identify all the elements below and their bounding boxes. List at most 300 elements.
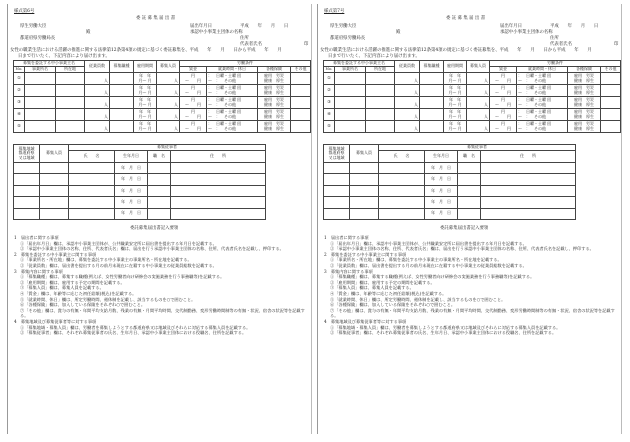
table-row [324,197,576,208]
employees-cell[interactable] [395,109,420,121]
hours-cell[interactable] [207,85,258,97]
wage-cell[interactable] [180,85,207,97]
wage-line2: ～ 円 [185,113,201,119]
count-cell[interactable] [157,73,180,85]
job-cell[interactable] [110,73,134,85]
area-cell[interactable] [14,163,40,174]
header-count: 募集人員 [467,61,490,73]
unit: 人 [174,90,178,96]
wage-cell[interactable] [490,121,517,133]
wage-cell[interactable] [490,85,517,97]
count-cell[interactable] [467,85,490,97]
area-cell[interactable] [324,197,350,208]
area-cell[interactable] [324,208,350,219]
count-cell[interactable] [157,121,180,133]
hours-line2: ～ ： その他 [518,77,546,83]
section-heading: 4 募集地域及び募集従事者等に対する事項 [324,318,407,324]
ins-line1: 雇用 労災 [264,84,284,90]
ins-line2: 健康 厚生 [574,101,594,107]
job-cell[interactable] [110,85,134,97]
count-cell[interactable] [467,109,490,121]
insurance-cell[interactable] [258,85,291,97]
birth-cell: 年 月 日 [115,174,148,185]
table-row [324,185,576,196]
hours-line1: ： 日曜・土曜 回 [518,84,552,90]
area-cell[interactable] [14,208,40,219]
wage-cell[interactable] [490,109,517,121]
name-cell[interactable] [69,185,115,196]
location-cell[interactable] [56,73,85,85]
address-cell[interactable] [481,208,576,219]
hours-cell[interactable] [517,97,568,109]
instruction-item: ⑤「就業時間、休日」欄は、所定労働時間、週休制を記載し、該当するものを○で囲むこと。 [330,296,506,302]
ins-line2: 健康 厚生 [264,125,284,131]
count-cell[interactable] [157,109,180,121]
form-page [317,4,622,434]
hours-cell[interactable] [517,73,568,85]
hours-line1: ： 日曜・土曜 回 [518,96,552,102]
period-line1: 年 年 [449,108,461,114]
ins-line2: 健康 厚生 [264,113,284,119]
row-number: ⑤ [324,121,335,133]
address-cell[interactable] [481,174,576,185]
wage-line1: 円 [191,108,195,114]
hours-cell[interactable] [517,109,568,121]
ins-line1: 雇用 労災 [264,96,284,102]
other-cell[interactable] [291,73,311,85]
count-cell[interactable] [157,85,180,97]
hours-cell[interactable] [517,85,568,97]
period-cell[interactable] [444,85,467,97]
table-row [324,121,621,133]
period-line1: 年 年 [449,84,461,90]
insurance-cell[interactable] [568,73,601,85]
wage-cell[interactable] [490,73,517,85]
intro-text-2: 日まで行いたく、下記内容により届け出ます。 [18,54,110,59]
count-cell[interactable] [157,97,180,109]
name-cell[interactable] [379,208,425,219]
hours-cell[interactable] [207,121,258,133]
instruction-item: ①「事業所名・所在地」欄は、募集を委託する中小事業主の事業所名・所在地を記載する。 [330,257,502,263]
wage-line2: ～ 円 [185,101,201,107]
form-title: 委 託 募 集 届 出 書 [136,16,176,21]
count-cell[interactable] [40,163,69,174]
header-count: 募集人員 [40,145,69,163]
address-cell[interactable] [481,197,576,208]
ins-line2: 健康 厚生 [574,113,594,119]
location-cell[interactable] [366,97,395,109]
header-wage: 賃金 [180,67,207,73]
period-line2: 月～ 月 [448,77,462,83]
table-row [324,85,621,97]
period-line1: 年 年 [449,120,461,126]
insurance-cell[interactable] [568,121,601,133]
office-cell[interactable] [25,109,56,121]
section-heading: 1 届出者に関する事項 [324,235,369,240]
job-cell[interactable] [110,97,134,109]
birth-cell: 年 月 日 [115,185,148,196]
hours-line2: ～ ： その他 [518,125,546,131]
count-cell[interactable] [350,197,379,208]
date-label: 届出年月日 [190,24,212,29]
notes-title: 委託募集届出書記入要領 [130,226,179,231]
employees-cell[interactable] [85,85,110,97]
area-cell[interactable] [14,197,40,208]
table-row [14,197,266,208]
header-period: 雇用期間 [444,61,467,73]
header-period: 雇用期間 [134,61,157,73]
other-cell[interactable] [601,109,621,121]
instruction-item: ①「事業所名・所在地」欄は、募集を委託する中小事業主の事業所名・所在地を記載する。 [20,257,192,263]
header-position: 職 名 [458,151,481,163]
ins-line1: 雇用 労災 [264,108,284,114]
location-cell[interactable] [366,85,395,97]
count-cell[interactable] [40,197,69,208]
area-cell[interactable] [14,174,40,185]
representative-label: 代表者氏名 [240,42,262,47]
birth-cell: 年 月 日 [115,208,148,219]
row-number: ② [14,85,25,97]
table-row [14,163,266,174]
count-cell[interactable] [40,185,69,196]
addressee-bureau: 都道府県労働局長 [330,36,366,41]
office-cell[interactable] [25,97,56,109]
employees-cell[interactable] [395,97,420,109]
ins-line2: 健康 厚生 [264,77,284,83]
address-label: 住所 [240,36,249,41]
hours-cell[interactable] [207,109,258,121]
instruction-item: ④「賃金」欄は、年齢等に応じた初任給額(税込)を記載する。 [330,290,447,296]
header-count: 募集人員 [350,145,379,163]
employees-cell[interactable] [395,85,420,97]
employees-cell[interactable] [85,97,110,109]
header-birth: 生年月日 [425,151,458,163]
section-heading: 3 募集内容に関する事項 [14,268,63,274]
hours-line1: ： 日曜・土曜 回 [208,84,242,90]
wage-line2: ～ 円 [495,101,511,107]
period-cell[interactable] [134,109,157,121]
count-cell[interactable] [40,174,69,185]
birth-cell: 年 月 日 [425,174,458,185]
count-cell[interactable] [40,208,69,219]
other-cell[interactable] [601,121,621,133]
instruction-item: ⑥「各種保険」欄は、加入している保険をそれぞれ○で囲むこと。 [330,302,456,308]
unit: 人 [414,114,418,120]
period-line2: 月～ 月 [448,89,462,95]
employees-cell[interactable] [85,121,110,133]
address-cell[interactable] [481,163,576,174]
birth-cell: 年 月 日 [115,163,148,174]
table-row [14,174,266,185]
hours-line2: ～ ： その他 [518,101,546,107]
header-count: 募集人員 [157,61,180,73]
period-cell[interactable] [134,97,157,109]
hours-line1: ： 日曜・土曜 回 [518,72,552,78]
count-cell[interactable] [467,97,490,109]
wage-cell[interactable] [180,121,207,133]
instruction-item: ⑦「その他」欄は、賞与の有無・年間平均支給月数、残業の有無・月間平均時間、交代制勤務、変形労働時間制等の有無・状況、宿舎の状況等を記載する。 [330,307,615,319]
period-cell[interactable] [444,121,467,133]
unit: 人 [414,102,418,108]
table-row [324,97,621,109]
count-cell[interactable] [350,174,379,185]
ins-line1: 雇用 労災 [264,72,284,78]
job-cell[interactable] [420,85,444,97]
unit: 人 [414,90,418,96]
header-birth: 生年月日 [115,151,148,163]
other-cell[interactable] [291,109,311,121]
header-job: 募集職種 [420,61,444,73]
position-cell[interactable] [458,174,481,185]
count-cell[interactable] [350,208,379,219]
location-cell[interactable] [56,85,85,97]
position-cell[interactable] [458,163,481,174]
wage-cell[interactable] [180,109,207,121]
name-cell[interactable] [379,163,425,174]
wage-cell[interactable] [180,97,207,109]
other-cell[interactable] [291,97,311,109]
ins-line2: 健康 厚生 [574,89,594,95]
section-heading: 2 募集を委託する中小事業主に関する事項 [324,251,407,257]
address-cell[interactable] [171,208,266,219]
instruction-item: ①「募集地域・募集人員」欄は、労働者を募集しようとする都道府県又は地域及びそれらに対応する募集人員を記載する。 [330,324,561,330]
ins-line2: 健康 厚生 [574,77,594,83]
other-cell[interactable] [601,85,621,97]
insurance-cell[interactable] [258,73,291,85]
hours-cell[interactable] [207,73,258,85]
table-row [324,163,576,174]
honorific: 殿 [396,30,401,35]
employees-cell[interactable] [395,73,420,85]
period-line1: 年 年 [139,96,151,102]
row-number: ④ [324,109,335,121]
instruction-item: ②「募集従事者」欄は、それぞれ募集従事者の氏名、生年月日、承認中小事業主団体における役職名、住所を記載する。 [20,330,247,336]
other-cell[interactable] [601,73,621,85]
wage-line2: ～ 円 [185,89,201,95]
location-cell[interactable] [366,109,395,121]
employees-cell[interactable] [85,73,110,85]
period-cell[interactable] [444,73,467,85]
hours-line2: ～ ： その他 [208,89,236,95]
name-cell[interactable] [69,163,115,174]
ins-line1: 雇用 労災 [574,120,594,126]
unit: 人 [104,126,108,132]
job-cell[interactable] [420,73,444,85]
instruction-item: ①「募集地域・募集人員」欄は、労働者を募集しようとする都道府県又は地域及びそれらに対応する募集人員を記載する。 [20,324,251,330]
hours-line2: ～ ： その他 [208,113,236,119]
birth-cell: 年 月 日 [425,208,458,219]
instruction-item: ⑦「その他」欄は、賞与の有無・年間平均支給月数、残業の有無・月間平均時間、交代制勤務、変形労働時間制等の有無・状況、宿舎の状況等を記載する。 [20,307,305,319]
area-cell[interactable] [324,174,350,185]
unit: 人 [174,78,178,84]
count-cell[interactable] [350,163,379,174]
wage-cell[interactable] [490,97,517,109]
insurance-cell[interactable] [568,85,601,97]
birth-cell: 年 月 日 [425,185,458,196]
office-cell[interactable] [335,85,366,97]
hours-cell[interactable] [207,97,258,109]
location-cell[interactable] [56,97,85,109]
position-cell[interactable] [148,174,171,185]
job-cell[interactable] [420,109,444,121]
instruction-item: ②「募集従事者」欄は、それぞれ募集従事者の氏名、生年月日、承認中小事業主団体における役職名、住所を記載する。 [330,330,557,336]
addressee-minister: 厚生労働大臣 [330,24,357,29]
insurance-cell[interactable] [258,121,291,133]
position-cell[interactable] [148,185,171,196]
header-conditions: 労働条件 [180,61,311,67]
name-cell[interactable] [69,174,115,185]
unit: 人 [414,126,418,132]
name-cell[interactable] [379,185,425,196]
header-other: その他 [601,67,621,73]
employees-cell[interactable] [395,121,420,133]
header-area: 募集地域 都道府県 又は地域 [324,145,350,163]
row-number: ① [14,73,25,85]
instruction-item: ③「募集人員」欄は、募集人員を記載する。 [20,285,104,291]
header-no: No. [15,66,23,72]
unit: 人 [484,102,488,108]
address-cell[interactable] [171,174,266,185]
office-cell[interactable] [25,73,56,85]
unit: 人 [484,126,488,132]
address-cell[interactable] [171,197,266,208]
period-cell[interactable] [134,73,157,85]
wage-cell[interactable] [180,73,207,85]
staff-table [323,144,576,220]
hours-line1: ： 日曜・土曜 回 [208,120,242,126]
instruction-item: ④「賃金」欄は、年齢等に応じた初任給額(税込)を記載する。 [20,290,137,296]
hours-line1: ： 日曜・土曜 回 [518,108,552,114]
row-number: ③ [324,97,335,109]
wage-line2: ～ 円 [185,77,201,83]
address-cell[interactable] [171,185,266,196]
insurance-cell[interactable] [258,97,291,109]
name-cell[interactable] [379,197,425,208]
address-cell[interactable] [481,185,576,196]
org-name-label: 承認中小事業主団体の名称 [500,30,553,35]
location-cell[interactable] [366,73,395,85]
recruitment-table [13,60,311,133]
form-page [7,4,312,434]
position-cell[interactable] [148,197,171,208]
position-cell[interactable] [148,163,171,174]
hours-cell[interactable] [517,121,568,133]
office-cell[interactable] [335,121,366,133]
count-cell[interactable] [467,73,490,85]
position-cell[interactable] [458,197,481,208]
name-cell[interactable] [69,197,115,208]
wage-line1: 円 [191,120,195,126]
hours-line2: ～ ： その他 [518,89,546,95]
name-cell[interactable] [379,174,425,185]
office-cell[interactable] [335,97,366,109]
table-row [324,208,576,219]
birth-cell: 年 月 日 [115,197,148,208]
location-cell[interactable] [56,121,85,133]
table-row [14,185,266,196]
period-line2: 月～ 月 [138,113,152,119]
job-cell[interactable] [110,121,134,133]
area-cell[interactable] [14,185,40,196]
intro-text-2: 日まで行いたく、下記内容により届け出ます。 [328,54,420,59]
other-cell[interactable] [291,121,311,133]
ins-line1: 雇用 労災 [574,84,594,90]
count-cell[interactable] [350,185,379,196]
period-line1: 年 年 [139,72,151,78]
other-cell[interactable] [601,97,621,109]
office-cell[interactable] [335,73,366,85]
address-cell[interactable] [171,163,266,174]
ins-line1: 雇用 労災 [574,72,594,78]
hours-line1: ： 日曜・土曜 回 [208,96,242,102]
insurance-cell[interactable] [568,109,601,121]
ins-line1: 雇用 労災 [264,120,284,126]
area-cell[interactable] [324,163,350,174]
office-cell[interactable] [335,109,366,121]
job-cell[interactable] [110,109,134,121]
header-other: その他 [291,67,311,73]
unit: 人 [484,90,488,96]
row-number: ③ [14,97,25,109]
instruction-item: ①「募集職種」欄は、募集する職種(例えば、女性労働者向け研修会の実施業務を行う事務職等)を記載する。 [20,274,225,280]
period-cell[interactable] [444,97,467,109]
table-row [14,208,266,219]
job-cell[interactable] [420,121,444,133]
period-cell[interactable] [444,109,467,121]
period-line2: 月～ 月 [448,101,462,107]
name-cell[interactable] [69,208,115,219]
header-hours: 就業時間・休日 [517,67,568,73]
office-cell[interactable] [25,121,56,133]
header-employees: 従業員数 [85,61,110,73]
header-office: 事業所名 [335,67,366,73]
position-cell[interactable] [458,208,481,219]
other-cell[interactable] [291,85,311,97]
period-line2: 月～ 月 [138,101,152,107]
table-row [324,109,621,121]
area-cell[interactable] [324,185,350,196]
wage-line1: 円 [191,96,195,102]
office-cell[interactable] [25,85,56,97]
header-employer: 募集を委託する中小事業主名 [14,61,85,67]
header-wage: 賃金 [490,67,517,73]
form-title: 委 託 募 集 届 出 書 [446,16,486,21]
location-cell[interactable] [56,109,85,121]
count-cell[interactable] [467,121,490,133]
unit: 人 [174,126,178,132]
location-cell[interactable] [366,121,395,133]
wage-line1: 円 [501,96,505,102]
insurance-cell[interactable] [258,109,291,121]
table-row [14,73,311,85]
position-cell[interactable] [458,185,481,196]
employees-cell[interactable] [85,109,110,121]
wage-line1: 円 [191,72,195,78]
period-cell[interactable] [134,121,157,133]
insurance-cell[interactable] [568,97,601,109]
seal-mark: 印 [304,42,309,47]
seal-mark: 印 [614,42,619,47]
section-heading: 1 届出者に関する事項 [14,235,59,240]
period-line2: 月～ 月 [448,113,462,119]
job-cell[interactable] [420,97,444,109]
header-insurance: 各種保険 [568,67,601,73]
date-value: 平成 年 月 日 [240,24,289,29]
instructions [324,235,620,336]
position-cell[interactable] [148,208,171,219]
header-position: 職 名 [148,151,171,163]
period-cell[interactable] [134,85,157,97]
